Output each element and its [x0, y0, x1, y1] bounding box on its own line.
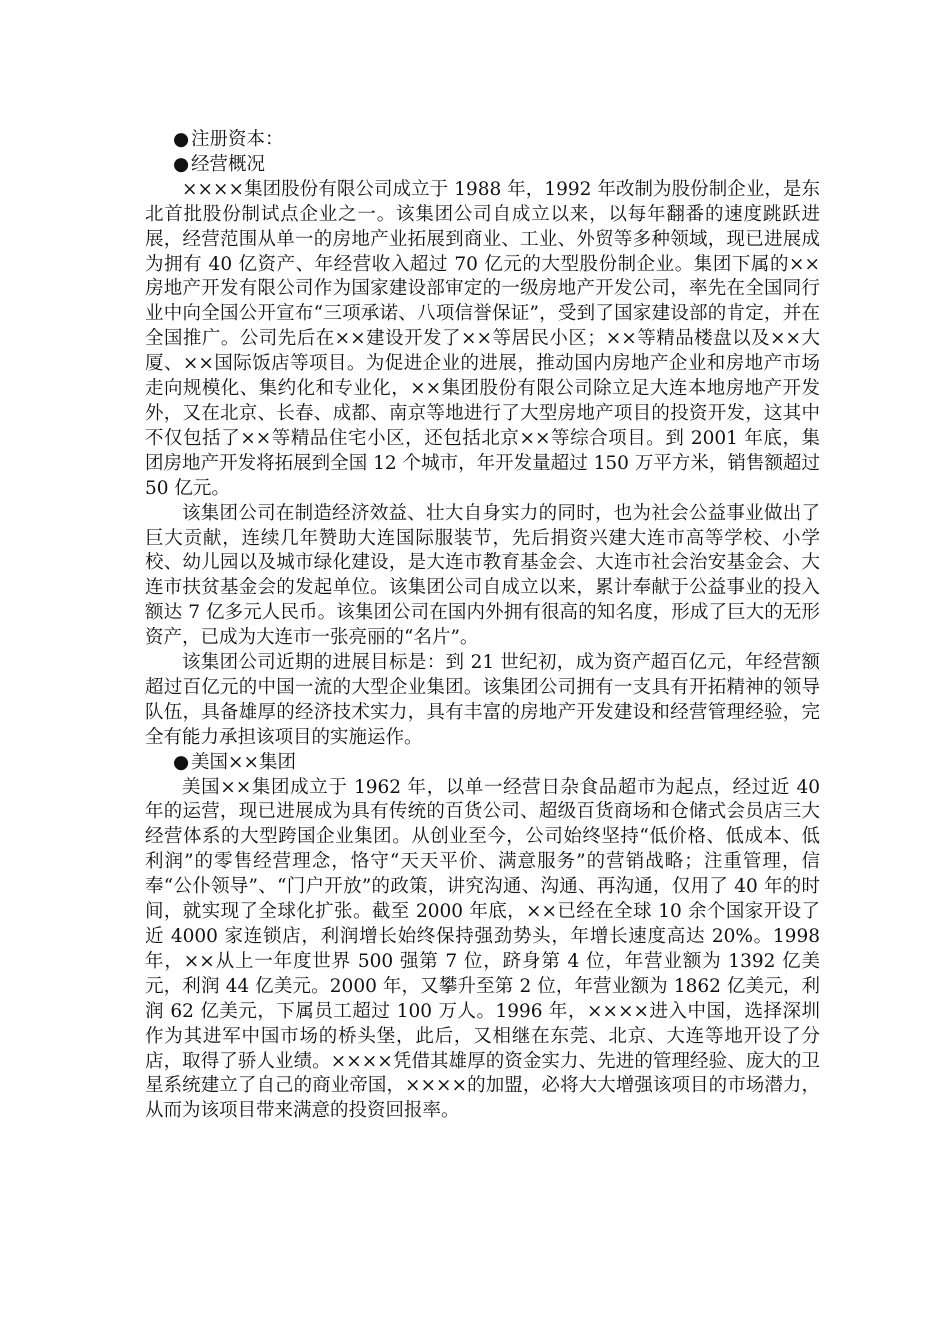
- bullet-label: 注册资本：: [191, 129, 284, 150]
- document-body: [145, 128, 820, 1124]
- paragraph-development-goals: 该集团公司近期的进展目标是：到 21 世纪初，成为资产超百亿元，年经营额超过百亿元的中国一流的大型企业集团。该集团公司拥有一支具有开拓精神的领导队伍，具备雄厚的经济技术实力，具有丰富的房地产开发建设和经营管理经验，完全有能力承担该项目的实施运作。: [145, 652, 820, 748]
- bullet-registered-capital: [145, 128, 820, 153]
- bullet-us-group: [145, 751, 820, 776]
- bullet-dot-icon: ●: [173, 129, 190, 150]
- paragraph-company-history: ××××集团股份有限公司成立于 1988 年，1992 年改制为股份制企业，是东北首批股份制试点企业之一。该集团公司自成立以来，以每年翻番的速度跳跃进展，经营范围从单一的房地产业拓展到商业、工业、外贸等多种领域，现已进展成为拥有 40 亿资产、年经营收入超过 70 亿元的大型股份制企业。集团下属的××房地产开发有限公司作为国家建设部审定的一级房地产开发公司，率先在全国同行业中向全国公开宣布“三项承诺、八项信誉保证”，受到了国家建设部的肯定，并在全国推广。公司先后在××建设开发了××等居民小区；××等精品楼盘以及××大厦、××国际饭店等项目。为促进企业的进展，推动国内房地产企业和房地产市场走向规模化、集约化和专业化，××集团股份有限公司除立足大连本地房地产开发外，又在北京、长春、成都、南京等地进行了大型房地产项目的投资开发，这其中不仅包括了××等精品住宅小区，还包括北京××等综合项目。到 2001 年底，集团房地产开发将拓展到全国 12 个城市，年开发量超过 150 万平方米，销售额超过 50 亿元。: [145, 178, 820, 499]
- paragraph-public-welfare: 该集团公司在制造经济效益、壮大自身实力的同时，也为社会公益事业做出了巨大贡献，连续几年赞助大连国际服装节，先后捐资兴建大连市高等学校、小学校、幼儿园以及城市绿化建设，是大连市教育基金会、大连市社会治安基金会、大连市扶贫基金会的发起单位。该集团公司自成立以来，累计奉献于公益事业的投入额达 7 亿多元人民币。该集团公司在国内外拥有很高的知名度，形成了巨大的无形资产，已成为大连市一张亮丽的“名片”。: [145, 502, 820, 649]
- bullet-dot-icon: ●: [173, 751, 190, 773]
- paragraph-us-group-overview: 美国××集团成立于 1962 年，以单一经营日杂食品超市为起点，经过近 40 年的运营，现已进展成为具有传统的百货公司、超级百货商场和仓储式会员店三大经营体系的大型跨国企业集团。从创业至今，公司始终坚持“低价格、低成本、低利润”的零售经营理念，恪守“天天平价、满意服务”的营销战略；注重管理，信奉“公仆领导”、“门户开放”的政策，讲究沟通、沟通、再沟通，仅用了 40 年的时间，就实现了全球化扩张。截至 2000 年底，××已经在全球 10 余个国家开设了近 4000 家连锁店，利润增长始终保持强劲势头，年增长速度高达 20%。1998 年，××从上一年度世界 500 强第 7 位，跻身第 4 位，年营业额为 1392 亿美元，利润 44 亿美元。2000 年，又攀升至第 2 位，年营业额为 1862 亿美元，利润 62 亿美元，下属员工超过 100 万人。1996 年，××××进入中国，选择深圳作为其进军中国市场的桥头堡，此后，又相继在东莞、北京、大连等地开设了分店，取得了骄人业绩。××××凭借其雄厚的资金实力、先进的管理经验、庞大的卫星系统建立了自己的商业帝国，××××的加盟，必将大大增强该项目的市场潜力，从而为该项目带来满意的投资回报率。: [145, 776, 820, 1122]
- bullet-label: 美国××集团: [191, 751, 297, 773]
- bullet-dot-icon: ●: [173, 153, 190, 175]
- bullet-business-overview: [145, 153, 820, 178]
- bullet-label: 经营概况: [191, 153, 266, 175]
